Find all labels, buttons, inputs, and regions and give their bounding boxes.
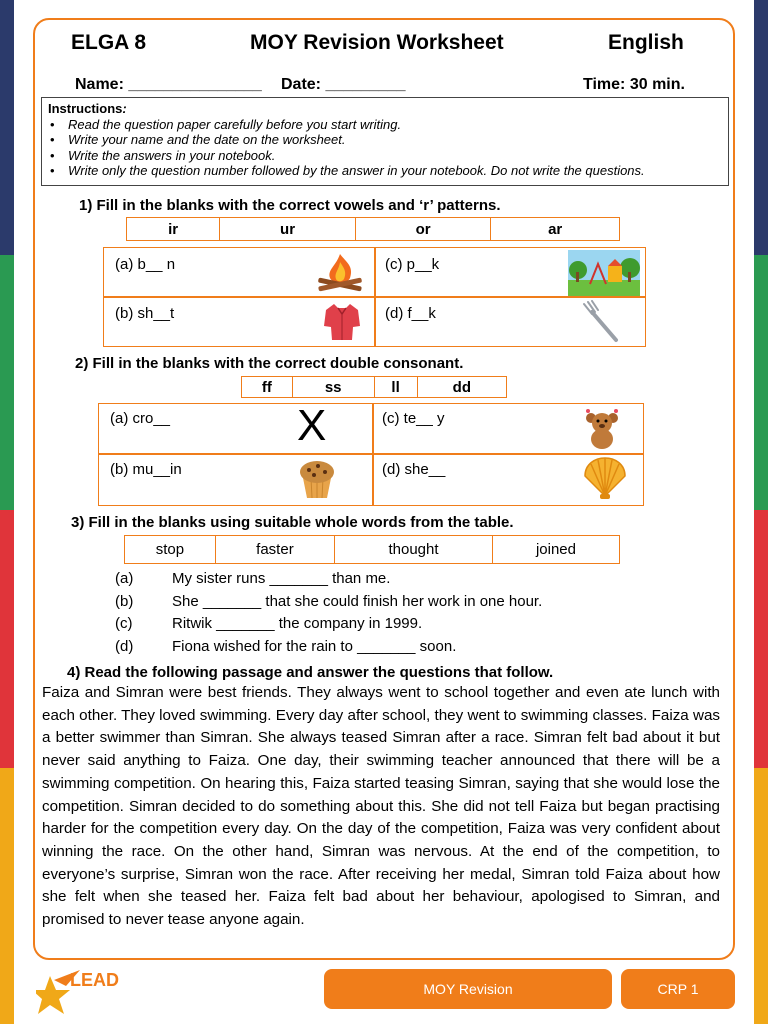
q2-options-table (241, 376, 507, 398)
q1-item-a: (a) b__ n (115, 256, 176, 273)
muffin-icon (297, 456, 337, 500)
reading-passage: Faiza and Simran were best friends. They always went to school together and even ate lunch with each other. They loved swimming. Every day after school, they went to swimming classes. Faiza was a better swimmer than Simran. She always teased Simran after a race. Simran felt bad about it but never said anything to Faiza. One day, their swimming teacher announced that there will be a swimming competition. On hearing this, Faiza started teasing Simran, saying that she would lose the competition. Simran decided to do something about this. She did not tell Faiza but began practising harder for the competition every day. On the day of the competition, Faiza was very confident about winning the race. On the other hand, Simran was nervous. At the end of the competition, to everyone’s surprise, Simran won the race. After receiving her medal, Simran told Faiza about how she felt when she teased her. Faiza felt bad about her behaviour, apologised to Simran, and promised to never tease anyone again. (42, 684, 720, 929)
q3-sentence: My sister runs _______ than me. (172, 570, 391, 587)
right-stripe-red (754, 510, 768, 768)
instruction-item: • Write the answers in your notebook. (48, 148, 722, 164)
shirt-icon (322, 300, 362, 344)
instructions-title: Instructions: (48, 101, 127, 116)
fork-icon (580, 300, 622, 344)
q1-option: ir (127, 218, 220, 241)
q1-item-d: (d) f__k (385, 305, 436, 322)
q1-options-table (126, 217, 620, 241)
q3-options-table (124, 535, 620, 564)
q1-option: ar (491, 218, 620, 241)
instructions-list (48, 117, 722, 179)
teddy-bear-icon (583, 408, 621, 450)
footer-moy-revision: MOY Revision (324, 969, 612, 1009)
instruction-item: • Write only the question number followed by the answer in your notebook. Do not write the questions. (48, 163, 722, 179)
footer-crp: CRP 1 (621, 969, 735, 1009)
q3-sentence: Ritwik _______ the company in 1999. (172, 615, 423, 632)
left-stripe-navy (0, 0, 14, 255)
grade-label: ELGA 8 (71, 31, 147, 54)
q3-letter: (b) (115, 593, 134, 610)
q2-option: dd (417, 377, 506, 398)
q1-grid (103, 247, 646, 347)
cross-icon: X (297, 401, 327, 450)
q3-option: thought (335, 536, 493, 564)
q2-item-d: (d) she__ (382, 461, 446, 478)
q2-option: ss (292, 377, 374, 398)
time-label: Time: 30 min. (583, 76, 685, 93)
q3-sentence: Fiona wished for the rain to _______ soon. (172, 638, 457, 655)
name-field: Name: _______________ (75, 76, 262, 93)
q2-grid (98, 403, 644, 506)
right-stripe-navy (754, 0, 768, 255)
q4-title: 4) Read the following passage and answer the questions that follow. (67, 664, 554, 681)
left-stripe-yellow (0, 768, 14, 1024)
seashell-icon (581, 456, 629, 500)
date-field: Date: _________ (281, 76, 406, 93)
q3-option: faster (215, 536, 334, 564)
q1-title: 1) Fill in the blanks with the correct vowels and ‘r’ patterns. (79, 197, 501, 214)
q2-item-b: (b) mu__in (110, 461, 182, 478)
left-stripe-red (0, 510, 14, 768)
q3-option: stop (125, 536, 216, 564)
subject-label: English (608, 31, 684, 54)
q2-title: 2) Fill in the blanks with the correct double consonant. (75, 355, 464, 372)
q3-letter: (a) (115, 570, 134, 587)
lead-logo (36, 966, 136, 1018)
q1-option: ur (220, 218, 356, 241)
q2-option: ll (374, 377, 417, 398)
q3-option: joined (492, 536, 619, 564)
campfire-icon (310, 252, 370, 294)
q2-item-a: (a) cro__ (110, 410, 171, 427)
q3-letter: (d) (115, 638, 134, 655)
q1-option: or (355, 218, 491, 241)
q3-letter: (c) (115, 615, 133, 632)
q3-title: 3) Fill in the blanks using suitable whole words from the table. (71, 514, 514, 531)
right-stripe-yellow (754, 768, 768, 1024)
right-stripe-green (754, 255, 768, 510)
worksheet-title: MOY Revision Worksheet (250, 31, 504, 54)
instruction-item: • Write your name and the date on the worksheet. (48, 132, 722, 148)
instruction-item: • Read the question paper carefully before you start writing. (48, 117, 722, 133)
park-icon (568, 250, 640, 296)
instructions-box (41, 97, 729, 186)
q3-sentence: She _______ that she could finish her work in one hour. (172, 593, 543, 610)
q1-item-c: (c) p__k (385, 256, 440, 273)
logo-text: LEAD (70, 970, 119, 990)
left-stripe-green (0, 255, 14, 510)
q2-option: ff (242, 377, 293, 398)
q2-item-c: (c) te__ y (382, 410, 445, 427)
q1-item-b: (b) sh__t (115, 305, 175, 322)
